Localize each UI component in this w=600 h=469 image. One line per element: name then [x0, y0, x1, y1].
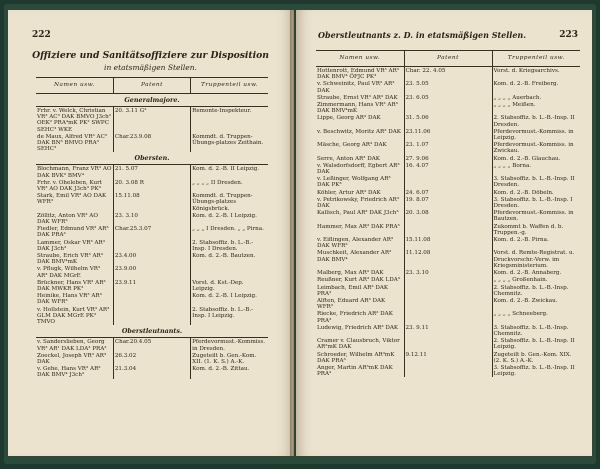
unit-assignment: Kommdt. d. Truppen-Übungs-platzes Königsbrück.: [191, 192, 268, 212]
unit-assignment: Pferdevormust.-Kommiss. in Leipzig.: [492, 128, 580, 141]
col-header-name: Namen usw.: [316, 51, 404, 67]
patent-date: Char. 22. 4.05: [404, 67, 492, 81]
patent-date: 20. 3.08 R: [113, 179, 190, 192]
officer-name: Leimbach, Emil AR³ DAK PRA³: [317, 284, 389, 297]
table-row: [36, 265, 268, 278]
table-row: [316, 114, 580, 127]
officer-name: Fiedler, Edmund VR³ AR³ DAK PRA³: [37, 226, 109, 239]
officer-name: Kallisch, Paul AR³ DAK J3ch³: [317, 210, 399, 217]
officer-name: Zimmermann, Hans VR³ AR³ DAK BMV⁴mK: [317, 102, 398, 115]
patent-date: 23. 3.10: [404, 269, 492, 276]
table-row: [316, 310, 580, 323]
patent-date: 23. 5.05: [404, 80, 492, 93]
patent-date: [404, 276, 492, 283]
unit-assignment: „ „ „ „ Meißen.: [492, 101, 580, 114]
section-heading: Oberstleutnants.: [36, 325, 268, 338]
unit-assignment: Kom. d. 2.-B. Bautzen.: [191, 252, 268, 265]
officer-name: Alften, Eduard AR³ DAK WFR³: [317, 297, 386, 311]
table-row: [316, 297, 580, 310]
patent-date: 21. 5.07: [113, 165, 190, 179]
officer-name: Mäsche, Georg AR³ DAK: [317, 142, 387, 149]
patent-date: 23.9.00: [113, 265, 190, 278]
table-row: [316, 196, 580, 209]
table-row: [316, 364, 580, 377]
unit-assignment: Remonte-Inspekteur.: [191, 107, 268, 133]
patent-date: 15.11.08: [404, 236, 492, 249]
table-row: [36, 338, 268, 352]
officer-name: Brückner, Hans VR³ AR³ DAK MWKR PK³: [37, 279, 106, 293]
patent-date: 26.3.02: [113, 352, 190, 365]
patent-date: 15.11.08: [113, 192, 190, 212]
unit-assignment: 3. Stabsoffiz. b. L.-B.-Insp. I Dresden.: [492, 196, 580, 209]
col-header-patent: Patent: [404, 51, 492, 67]
officer-name: Zoeckel, Joseph VR³ AR³ DAK: [37, 352, 107, 365]
patent-date: Char.23.9.08: [113, 133, 190, 153]
officer-name: v. Beschwitz, Moritz AR³ DAK: [317, 128, 401, 135]
patent-date: 20. 3.11 G³: [113, 107, 190, 133]
unit-assignment: Kom. d. 2.-B. Pirna.: [492, 236, 580, 249]
officer-name: v. Walsdorfsdorff, Egbert AR³ DAK: [317, 162, 400, 176]
patent-date: 31. 5.06: [404, 114, 492, 127]
unit-assignment: Pferdevormust.-Kommiss. in Zwickau.: [492, 141, 580, 154]
officer-name: Malberg, Max AR³ DAK: [317, 270, 384, 277]
officer-name: v. Petrikowsky, Friedrich AR³ DAK: [317, 196, 400, 210]
section-heading-row: [36, 325, 268, 338]
unit-assignment: „ „ „ „ Auerbach.: [492, 94, 580, 101]
officer-table-left: [36, 77, 268, 379]
unit-assignment: Zugeteilt b. Gen.-Kom. XIX. (2. K. S.) A.-K.: [492, 351, 580, 364]
table-row: [316, 141, 580, 154]
table-row: [316, 269, 580, 276]
right-page: [296, 10, 592, 456]
page-number-left: 222: [32, 30, 51, 40]
unit-assignment: Zugeteilt b. Gen.-Kom. XII. (1. K. S.) A.-K.: [191, 352, 268, 365]
left-page: [8, 10, 294, 456]
officer-name: Frhr. v. Welck, Christian VR³ AC³ DAK BMVO J3ch² OEK² PRA⁴mK PK² SWPC SEHC³ WKE: [37, 108, 112, 133]
officer-name: Köhler, Artur AR³ DAK: [317, 189, 381, 196]
table-row: [36, 179, 268, 192]
table-row: [36, 239, 268, 252]
unit-assignment: 2. Stabsoffiz. b. L.-B.-Insp. I Leipzig.: [191, 306, 268, 326]
officer-name: v. Leßinger, Wolfgang AR³ DAK PK³: [317, 176, 391, 189]
table-row: [36, 225, 268, 238]
table-row: [316, 189, 580, 196]
section-heading-row: [36, 94, 268, 107]
unit-assignment: Kom. d. 2.-B. Annaberg.: [492, 269, 580, 276]
unit-assignment: Kom. d. 2.-B. Zwickau.: [492, 297, 580, 310]
unit-assignment: Vorst. d. Kst.-Dep. Leipzig.: [191, 279, 268, 292]
patent-date: 19. 8.07: [404, 196, 492, 209]
unit-assignment: „ „ „ „ Schneeberg.: [492, 310, 580, 323]
officer-name: Serre, Anton AR³ DAK: [317, 155, 380, 162]
page-number-right: 223: [559, 30, 578, 40]
table-row: [316, 337, 580, 350]
patent-date: [404, 297, 492, 310]
table-row: [36, 192, 268, 212]
patent-date: Char.20.4.05: [113, 338, 190, 352]
officer-name: Reußner, Kurt AR³ DAK LDA³: [317, 277, 400, 284]
unit-assignment: „ „ „ „ Großenhain.: [492, 276, 580, 283]
table-row: [316, 162, 580, 175]
patent-date: 21.3.04: [113, 365, 190, 378]
table-row: [36, 352, 268, 365]
officer-name: Blochmann, Franz VR³ AO DAK BVK³ BMV⁴: [37, 166, 112, 179]
patent-date: [404, 101, 492, 114]
officer-name: Ludewig, Friedrich AR³ DAK: [317, 324, 399, 331]
unit-assignment: Zukommt b. Waffen d. b. Truppen.-g.: [492, 223, 580, 236]
unit-assignment: Kom. d. 2.-B. Freiberg.: [492, 80, 580, 93]
officer-name: v. Pflugk, Wilhelm VR³ AR³ DAK MGrE: [37, 266, 101, 279]
unit-assignment: Kommdt. d. Truppen-Übungs-platzes Zeithain.: [191, 133, 268, 153]
unit-assignment: 3. Stabsoffiz. b. L.-B.-Insp. Chemnitz.: [492, 324, 580, 337]
col-header-unit: Truppenteil usw.: [492, 51, 580, 67]
section-heading: Obersten.: [36, 152, 268, 165]
unit-assignment: 3. Stabsoffiz. b. L.-B.-Insp. II Leipzig.: [492, 364, 580, 377]
patent-date: 23. 1.07: [404, 141, 492, 154]
table-row: [36, 107, 268, 133]
table-row: [36, 306, 268, 326]
table-row: [316, 94, 580, 101]
unit-assignment: „ „ „ „ Borna.: [492, 162, 580, 175]
officer-name: v. Sanderslieben, Georg VR³ AR¹ DAK LDA³ PRA³: [37, 339, 107, 352]
table-row: [316, 249, 580, 269]
officer-name: Lippe, Georg AR³ DAK: [317, 115, 381, 122]
table-row: [316, 175, 580, 188]
officer-name: Stark, Emil VR³ AO DAK WFR³: [37, 193, 107, 206]
table-row: [316, 67, 580, 81]
table-row: [36, 292, 268, 305]
table-row: [316, 324, 580, 337]
patent-date: Char.25.3.07: [113, 225, 190, 238]
unit-assignment: [191, 265, 268, 278]
col-header-name: Namen usw.: [36, 78, 113, 94]
officer-table-right: [316, 50, 580, 377]
patent-date: [404, 223, 492, 236]
officer-name: Straube, Ernst VR³ AR³ DAK: [317, 94, 398, 101]
open-book: [4, 4, 596, 464]
unit-assignment: Vorst. d. Kriegsarchivs.: [492, 67, 580, 81]
unit-assignment: Kom. d. 2.-B. Döbeln.: [492, 189, 580, 196]
patent-date: 11.12.08: [404, 249, 492, 269]
patent-date: [404, 310, 492, 323]
unit-assignment: 2. Stabsoffiz. b. L.-B.-Insp. II Leipzig.: [492, 337, 580, 350]
officer-name: Anger, Martin AR³mK DAK PRA³: [317, 364, 393, 378]
unit-assignment: „ „ „ „ II Dresden.: [191, 179, 268, 192]
officer-name: Muschkeit, Alexander AR³ DAK BMV⁴: [317, 250, 392, 263]
patent-date: 23. 9.11: [404, 324, 492, 337]
table-row: [36, 133, 268, 153]
table-row: [36, 212, 268, 225]
unit-assignment: 2. Stabsoffiz. b. L.-B.-Insp. Chemnitz.: [492, 284, 580, 297]
officer-name: Lammer, Oskar VR³ AR³ DAK J3ch³: [37, 239, 105, 252]
officer-name: Zöllitz, Anton VR³ AO DAK WFR³: [37, 212, 98, 226]
table-row: [316, 209, 580, 222]
officer-name: v. Gehe, Hans VR³ AR³ DAK BMV⁴ J3ch³: [37, 366, 101, 379]
officer-name: v. Hollstein, Kurt VR³ AR³ GLM DAK MGrE PK³ TMVO: [37, 306, 110, 326]
patent-date: [404, 175, 492, 188]
officer-name: Schroeder, Wilhelm AR³mK DAK PRA³: [317, 351, 395, 364]
patent-date: 23.9.11: [113, 279, 190, 292]
officer-name: Riecke, Friedrich AR³ DAK PRA³: [317, 311, 393, 324]
table-row: [36, 165, 268, 179]
table-row: [36, 365, 268, 378]
patent-date: 16. 4.07: [404, 162, 492, 175]
running-head: Oberstleutnants z. D. in etatsmäßigen Stellen.: [318, 30, 527, 40]
patent-date: [113, 306, 190, 326]
table-row: [36, 279, 268, 292]
table-row: [316, 276, 580, 283]
officer-name: Heinike, Hans VR³ AR³ DAK WFR³: [37, 293, 102, 306]
unit-assignment: Vorst. d. Remte-Registrat. u. Druckvorschr.-Verw. im Kriegsministerium.: [492, 249, 580, 269]
table-row: [316, 101, 580, 114]
patent-date: 23.11.06: [404, 128, 492, 141]
col-header-patent: Patent: [113, 78, 190, 94]
page-subtitle: in etatsmäßigen Stellen.: [104, 63, 197, 72]
unit-assignment: 2. Stabsoffiz. b. L.-B.-Insp. I Dresden.: [191, 239, 268, 252]
table-row: [316, 351, 580, 364]
officer-name: v. Schweinitz, Paul VR³ AR³ DAK: [317, 81, 395, 94]
table-row: [316, 128, 580, 141]
unit-assignment: Kom. d. 2.-B. I Leipzig.: [191, 292, 268, 305]
patent-date: [404, 364, 492, 377]
unit-assignment: Kom. d. 2.-B. Glauchau.: [492, 155, 580, 162]
table-row: [316, 80, 580, 93]
patent-date: 20. 3.08: [404, 209, 492, 222]
col-header-unit: Truppenteil usw.: [191, 78, 268, 94]
unit-assignment: Pferdevormust.-Kommiss. in Dresden.: [191, 338, 268, 352]
patent-date: [113, 239, 190, 252]
officer-name: Hottenrott, Edmund VR³ AR³ DAK BMV⁴ ÖFJC PK³: [317, 68, 400, 81]
patent-date: [404, 337, 492, 350]
patent-date: 23.4.00: [113, 252, 190, 265]
unit-assignment: 3. Stabsoffiz. b. L.-B.-Insp. II Dresden.: [492, 175, 580, 188]
table-row: [316, 284, 580, 297]
section-heading: Generalmajore.: [36, 94, 268, 107]
unit-assignment: 2. Stabsoffiz. b. L.-B.-Insp. II Dresden.: [492, 114, 580, 127]
officer-name: v. Eiflingen, Alexander AR³ DAK WFR³: [317, 237, 394, 250]
patent-date: [113, 292, 190, 305]
unit-assignment: „ „ „ I Dresden. „ „ Pirna.: [191, 225, 268, 238]
section-heading-row: [36, 152, 268, 165]
unit-assignment: Kom. d. 2.-B. I Leipzig.: [191, 212, 268, 225]
officer-name: Straube, Erich VR³ AR³ DAK BMV⁴mK: [37, 253, 103, 266]
unit-assignment: Kom. d. 2.-B. II Leipzig.: [191, 165, 268, 179]
patent-date: 23. 6.05: [404, 94, 492, 101]
patent-date: 9.12.11: [404, 351, 492, 364]
officer-name: Hammer, Max AR³ DAK PRA³: [317, 223, 400, 230]
officer-name: Frhr. v. Oheleben, Kurt VR³ AO DAK J3ch³ PK³: [37, 179, 103, 193]
table-row: [316, 223, 580, 236]
table-row: [36, 252, 268, 265]
patent-date: 23. 3.10: [113, 212, 190, 225]
page-title: Offiziere und Sanitätsoffiziere zur Disposition: [32, 50, 269, 61]
officer-name: de Maux, Alfred VR³ AC² DAK BN³ BMVO PRA³ SEHC³: [37, 133, 108, 153]
unit-assignment: Pferdevormust.-Kommiss. in Bautzen.: [492, 209, 580, 222]
patent-date: 27. 9.06: [404, 155, 492, 162]
table-row: [316, 155, 580, 162]
table-row: [316, 236, 580, 249]
officer-name: Cramer v. Clausbruch, Viktor AR³mK DAK: [317, 338, 400, 351]
patent-date: 24. 6.07: [404, 189, 492, 196]
unit-assignment: Kom. d. 2.-B. Zittau.: [191, 365, 268, 378]
patent-date: [404, 284, 492, 297]
